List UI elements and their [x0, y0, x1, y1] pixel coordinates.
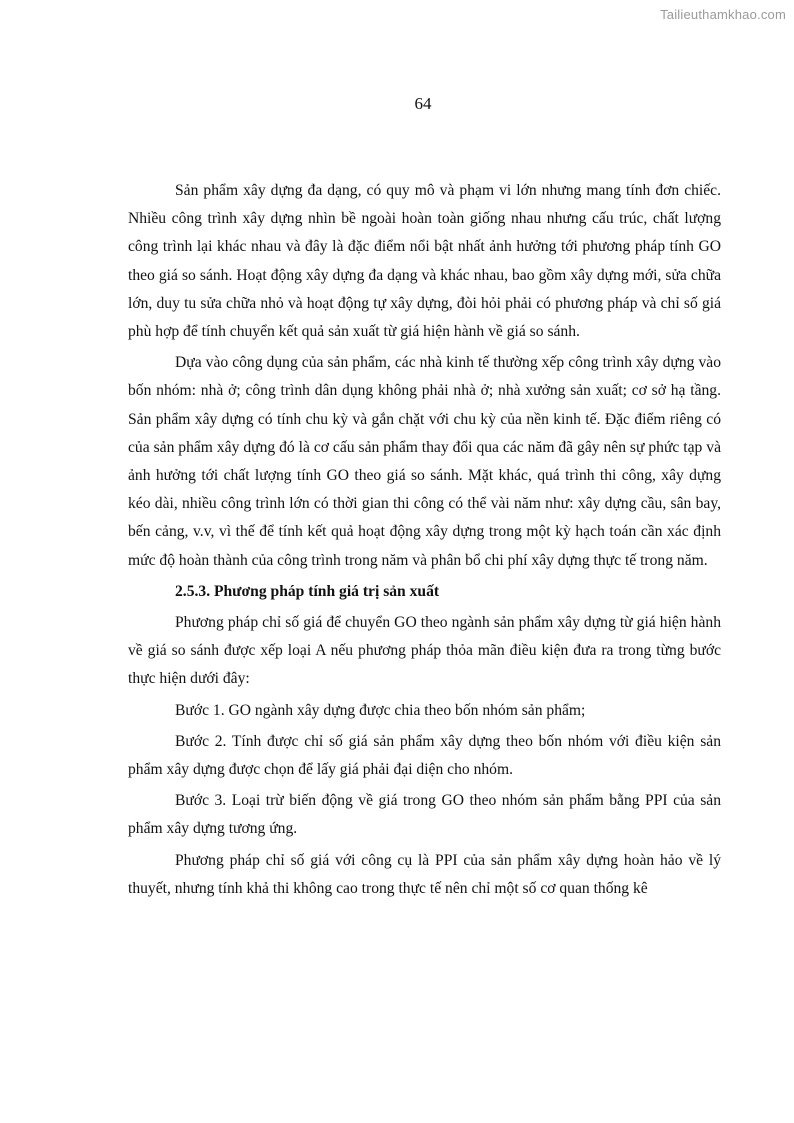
- paragraph-step-3: Bước 3. Loại trừ biến động về giá trong GO theo nhóm sản phẩm bằng PPI của sản phẩm xây dựng tương ứng.: [128, 792, 721, 838]
- paragraph-ppi-method: Phương pháp chỉ số giá với công cụ là PPI của sản phẩm xây dựng hoàn hảo về lý thuyết, nhưng tính khả thi không cao trong thực tế nên chỉ một số cơ quan thống kê: [128, 851, 721, 897]
- watermark: Tailieuthamkhao.com: [660, 7, 786, 22]
- paragraph-step-2: Bước 2. Tính được chỉ số giá sản phẩm xây dựng theo bốn nhóm với điều kiện sản phẩm xây dựng được chọn để lấy giá phải đại diện cho nhóm.: [128, 732, 721, 779]
- paragraph-product-groups: Dựa vào công dụng của sản phẩm, các nhà kinh tế thường xếp công trình xây dựng vào bốn nhóm: nhà ở; công trình dân dụng không phải nhà ở; nhà xưởng sản xuất; cơ sở hạ tầng. Sản phẩm xây dựng có tính chu kỳ và gắn chặt với chu kỳ của nền kinh tế. Đặc điểm riêng có của sản phẩm xây dựng đó là cơ cấu sản phẩm thay đổi qua các năm đã gây nên sự phức tạp và ảnh hưởng tới chất lượng tính GO theo giá so sánh. Mặt khác, quá trình thi công, xây dựng kéo dài, nhiều công trình lớn có thời gian thi công có thể vài năm như: xây dựng cầu, sân bay, bến cảng, v.v, vì thế để tính kết quả hoạt động xây dựng trong một kỳ hạch toán cần xác định mức độ hoàn thành của công trình trong năm và phân bổ chi phí xây dựng thực tế trong năm.: [128, 354, 721, 569]
- paragraph-method-intro: Phương pháp chỉ số giá để chuyển GO theo ngành sản phẩm xây dựng từ giá hiện hành về giá so sánh được xếp loại A nếu phương pháp thỏa mãn điều kiện đưa ra trong từng bước thực hiện dưới đây:: [128, 614, 721, 688]
- document-body: [128, 177, 721, 903]
- paragraph-product-diversity: Sản phẩm xây dựng đa dạng, có quy mô và phạm vi lớn nhưng mang tính đơn chiếc. Nhiều công trình xây dựng nhìn bề ngoài hoàn toàn giống nhau nhưng cấu trúc, chất lượng công trình lại khác nhau và đây là đặc điểm nổi bật nhất ảnh hưởng tới phương pháp tính GO theo giá so sánh. Hoạt động xây dựng đa dạng và khác nhau, bao gồm xây dựng mới, sửa chữa lớn, duy tu sửa chữa nhỏ và hoạt động tự xây dựng, đòi hỏi phải có phương pháp và chỉ số giá phù hợp để tính chuyển kết quả sản xuất từ giá hiện hành về giá so sánh.: [128, 182, 721, 341]
- section-heading: 2.5.3. Phương pháp tính giá trị sản xuất: [175, 582, 440, 600]
- page-number: 64: [414, 94, 432, 113]
- paragraph-step-1: Bước 1. GO ngành xây dựng được chia theo bốn nhóm sản phẩm;: [175, 701, 586, 719]
